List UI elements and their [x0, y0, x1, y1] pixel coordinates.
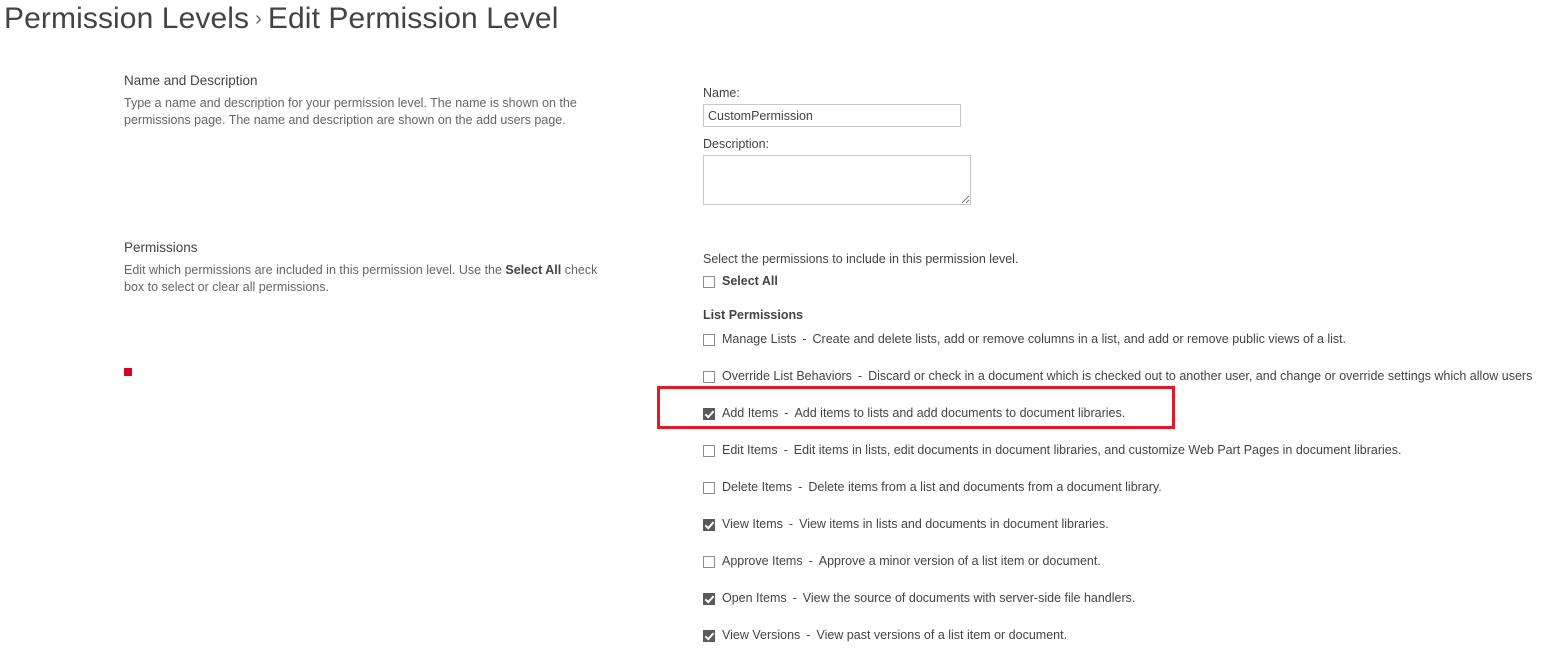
permission-name: Manage Lists: [722, 332, 797, 346]
description-field-label: Description:: [703, 137, 769, 151]
permission-row[interactable]: [703, 628, 1563, 665]
page-title: Edit Permission Level: [267, 2, 559, 35]
required-field-marker: [124, 368, 132, 376]
permission-checkbox-view-items[interactable]: [703, 519, 715, 531]
section-permissions-text-bold: Select All: [505, 263, 562, 277]
breadcrumb-parent-link[interactable]: Permission Levels: [4, 2, 250, 35]
permission-checkbox-manage-lists[interactable]: [703, 334, 715, 346]
permission-dash: -: [792, 591, 797, 605]
permission-name: Open Items: [722, 591, 787, 605]
permission-dash: -: [784, 406, 789, 420]
select-all-row[interactable]: [703, 274, 1563, 300]
name-field-label: Name:: [703, 86, 740, 100]
permission-name: Delete Items: [722, 480, 793, 494]
permission-checkbox-delete-items[interactable]: [703, 482, 715, 494]
select-all-checkbox[interactable]: [703, 276, 715, 288]
permission-name: View Items: [722, 517, 783, 531]
section-permissions: [124, 240, 624, 296]
permissions-form: [703, 252, 1563, 665]
permission-description: View items in lists and documents in document libraries.: [799, 517, 1109, 531]
permission-description: Create and delete lists, add or remove columns in a list, and add or remove public views of a list.: [812, 332, 1347, 346]
permission-description: View the source of documents with server-side file handlers.: [802, 591, 1136, 605]
name-description-form: [703, 86, 971, 205]
permission-dash: -: [788, 517, 794, 531]
permission-description: Add items to lists and add documents to document libraries.: [794, 406, 1126, 420]
permission-row[interactable]: [703, 369, 1563, 406]
permission-checkbox-view-versions[interactable]: [703, 630, 715, 642]
permission-description: Approve a minor version of a list item or document.: [818, 554, 1101, 568]
permission-checkbox-override-list-behaviors[interactable]: [703, 371, 715, 383]
permission-description: Discard or check in a document which is checked out to another user, and change or override settings which allow users: [868, 369, 1533, 383]
permission-dash: -: [802, 332, 807, 346]
section-name-description: [124, 73, 624, 129]
permission-name: View Versions: [722, 628, 801, 642]
permission-dash: -: [808, 554, 813, 568]
section-name-description-heading: Name and Description: [124, 73, 258, 88]
permission-checkbox-edit-items[interactable]: [703, 445, 715, 457]
permission-row[interactable]: [703, 406, 1563, 443]
permission-checkbox-approve-items[interactable]: [703, 556, 715, 568]
permission-dash: -: [798, 480, 803, 494]
breadcrumb-separator-icon: ›: [255, 8, 262, 30]
permission-row[interactable]: [703, 591, 1563, 628]
permission-name: Add Items: [722, 406, 779, 420]
section-permissions-text: [124, 262, 599, 296]
permission-dash: -: [857, 369, 863, 383]
permission-dash: -: [783, 443, 788, 457]
breadcrumb: [4, 2, 558, 36]
permission-name: Edit Items: [722, 443, 778, 457]
section-permissions-heading: Permissions: [124, 240, 198, 255]
permission-row[interactable]: [703, 332, 1563, 369]
select-all-label: Select All: [722, 274, 778, 288]
name-input[interactable]: [703, 104, 961, 127]
section-name-description-text: Type a name and description for your permission level. The name is shown on the permissions page. The name and description are shown on the add users page.: [124, 96, 577, 127]
permission-row[interactable]: [703, 517, 1563, 554]
permissions-intro-text: Select the permissions to include in this permission level.: [703, 252, 1019, 266]
permission-description: View past versions of a list item or document.: [816, 628, 1068, 642]
permission-description: Edit items in lists, edit documents in document libraries, and customize Web Part Pages in document libraries.: [793, 443, 1402, 457]
permission-row[interactable]: [703, 480, 1563, 517]
permission-name: Override List Behaviors: [722, 369, 852, 383]
permission-row[interactable]: [703, 443, 1563, 480]
permission-name: Approve Items: [722, 554, 803, 568]
permission-checkbox-add-items[interactable]: [703, 408, 715, 420]
permission-row[interactable]: [703, 554, 1563, 591]
section-permissions-text-after: check box to select or clear all permissions.: [124, 263, 598, 294]
list-permissions-heading: List Permissions: [703, 308, 804, 322]
permission-description: Delete items from a list and documents from a document library.: [808, 480, 1162, 494]
section-permissions-text-before: Edit which permissions are included in this permission level. Use the: [124, 263, 506, 277]
description-input[interactable]: [703, 155, 971, 205]
permission-dash: -: [806, 628, 811, 642]
permission-checkbox-open-items[interactable]: [703, 593, 715, 605]
